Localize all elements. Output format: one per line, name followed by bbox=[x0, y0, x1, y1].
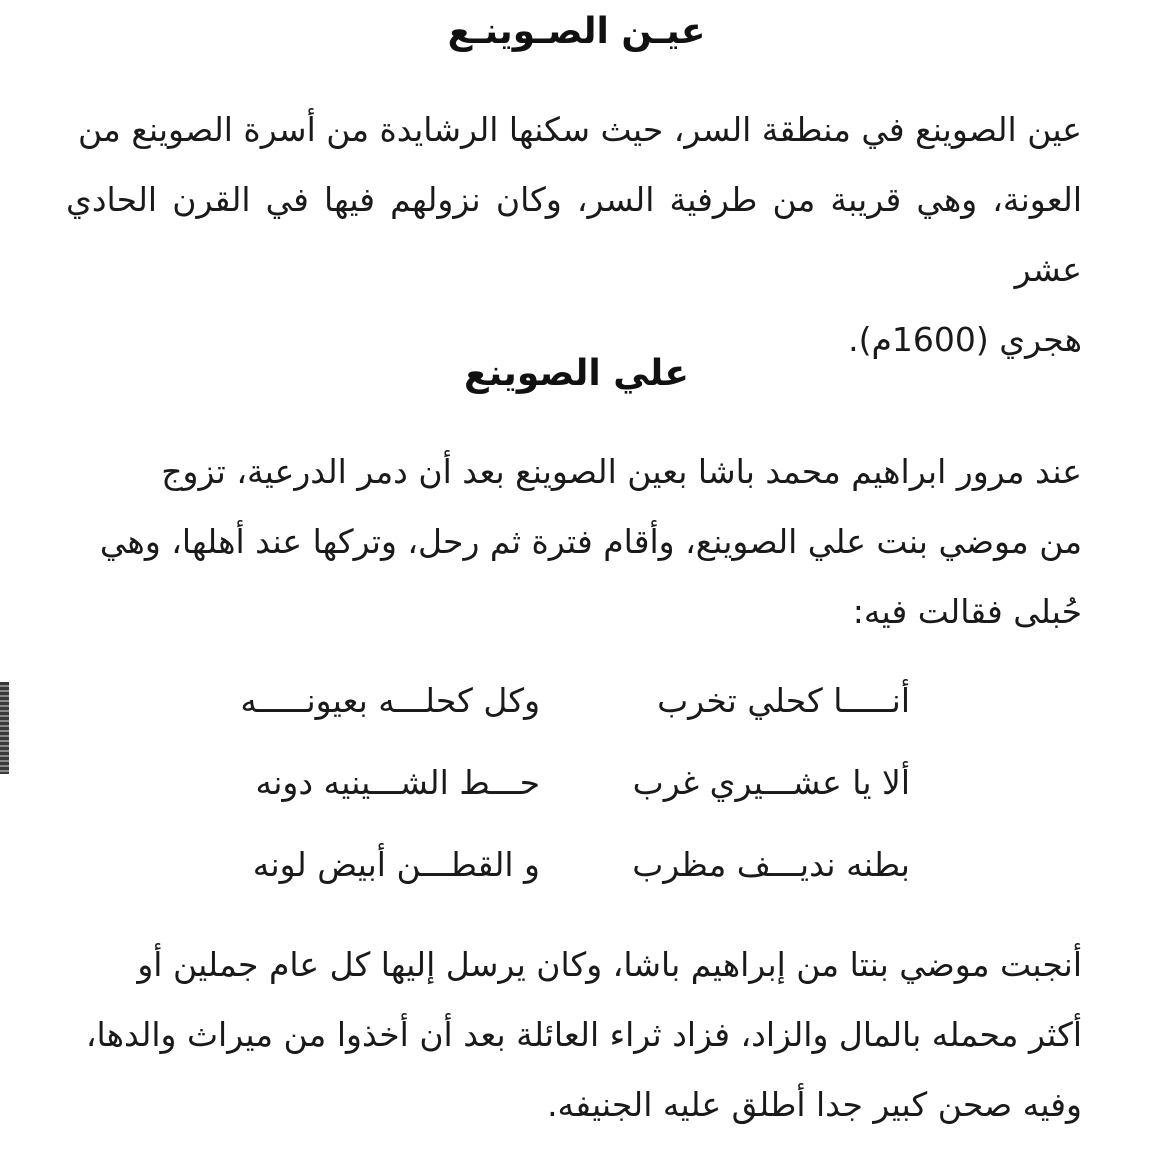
section-title-ali-al-suwaina: علي الصوينع bbox=[464, 353, 689, 394]
section-title-ain-al-suwaina: عيـن الصـوينـع bbox=[447, 11, 706, 52]
poem-second-hemistich: وكل كحلـــه بعيونـــــه bbox=[240, 681, 540, 720]
paragraph-line: عند مرور ابراهيم محمد باشا بعين الصوينع بعد أن دمر الدرعية، تزوج bbox=[161, 452, 1082, 491]
paragraph-line: من موضي بنت علي الصوينع، وأقام فترة ثم رحل، وتركها عند أهلها، وهي bbox=[99, 522, 1082, 561]
binding-edge-mark bbox=[0, 682, 9, 774]
paragraph-line: وفيه صحن كبير جدا أطلق عليه الجنيفه. bbox=[547, 1085, 1082, 1124]
paragraph-line: العونة، وهي قريبة من طرفية السر، وكان نزولهم فيها في القرن الحادي عشر bbox=[66, 180, 1082, 289]
poem-verse bbox=[230, 742, 910, 824]
paragraph-line: حُبلى فقالت فيه: bbox=[852, 592, 1082, 631]
poem-first-hemistich: بطنه نديـــف مظرب bbox=[632, 845, 910, 884]
paragraph-line: أكثر محمله بالمال والزاد، فزاد ثراء العائلة بعد أن أخذوا من ميراث والدها، bbox=[85, 1015, 1082, 1054]
poem-verse bbox=[230, 660, 910, 742]
poem-first-hemistich: ألا يا عشـــيري غرب bbox=[632, 763, 910, 802]
paragraph-line: هجري (1600م). bbox=[848, 320, 1082, 359]
poem bbox=[230, 660, 910, 906]
poem-verse bbox=[230, 824, 910, 906]
paragraph-line: أنجبت موضي بنتا من إبراهيم باشا، وكان يرسل إليها كل عام جملين أو bbox=[137, 945, 1082, 984]
paragraph-closing bbox=[66, 930, 1082, 1140]
paragraph-line: عين الصوينع في منطقة السر، حيث سكنها الرشايدة من أسرة الصوينع من bbox=[78, 110, 1082, 149]
paragraph-ain-al-suwaina bbox=[66, 95, 1082, 375]
poem-second-hemistich: و القطـــن أبيض لونه bbox=[252, 845, 540, 884]
poem-first-hemistich: أنـــــا كحلي تخرب bbox=[657, 681, 910, 720]
poem-second-hemistich: حـــط الشـــينيه دونه bbox=[255, 763, 540, 802]
paragraph-intro bbox=[66, 437, 1082, 647]
